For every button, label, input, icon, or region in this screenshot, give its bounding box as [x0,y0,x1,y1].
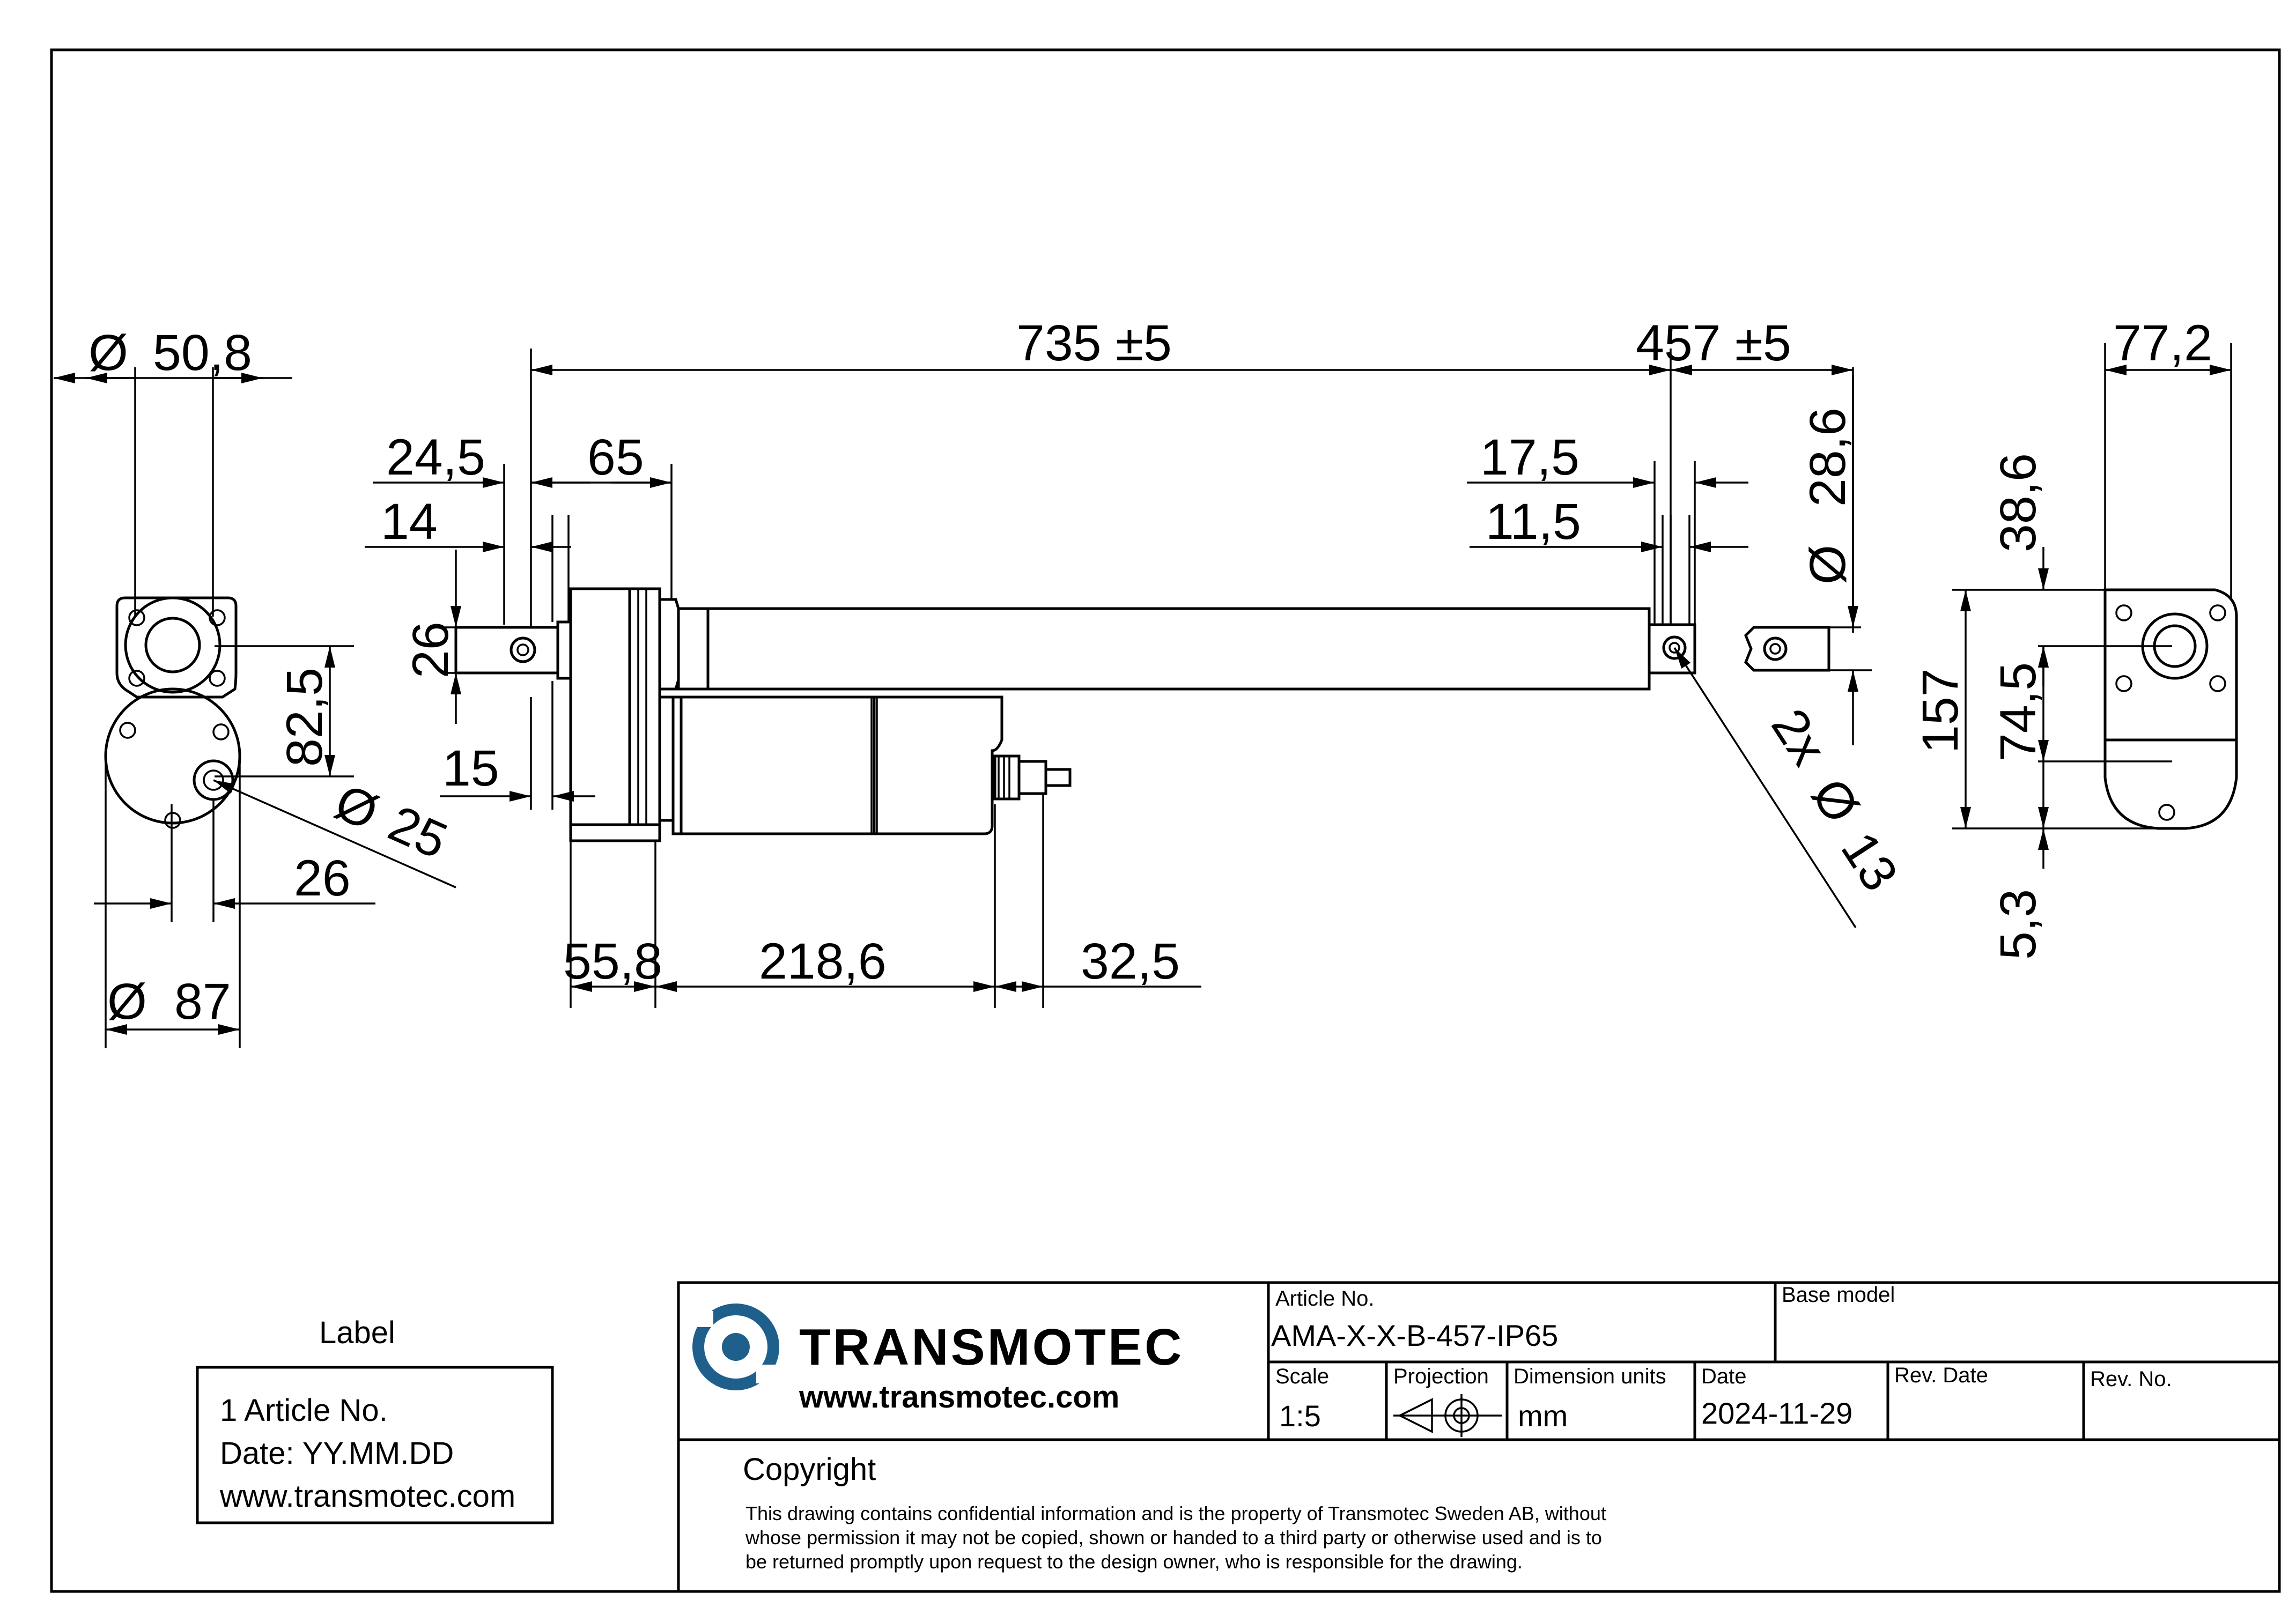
dim-2x: 2x [1760,699,1837,775]
brand-website: www.transmotec.com [799,1380,1120,1414]
rev-date-label: Rev. Date [1894,1364,1988,1387]
dim-65: 65 [587,429,644,486]
copyright-line-3: be returned promptly upon request to the design owner, who is responsible for the drawing. [745,1551,1523,1573]
units-value: mm [1518,1399,1568,1433]
brand-name: TRANSMOTEC [799,1319,1184,1376]
motor-body [673,697,874,834]
dim-28-6: 28,6 [1799,408,1856,507]
dim-38-6: 38,6 [1990,453,2047,552]
dim-14: 14 [381,493,438,550]
title-block [678,1283,2279,1591]
transmotec-logo [692,1309,778,1384]
dim-13: 13 [1830,822,1909,901]
dim-82-5: 82,5 [276,668,333,767]
dim-218-6: 218,6 [759,933,887,990]
projection-label: Projection [1393,1365,1489,1388]
dim-55-8: 55,8 [563,933,662,990]
dim-diameter-symbol: Ø [88,324,128,381]
article-value: AMA-X-X-B-457-IP65 [1271,1319,1559,1352]
base-model-label: Base model [1782,1283,1895,1307]
dim-50-8: 50,8 [153,324,252,381]
label-line-1: 1 Article No. [220,1393,388,1428]
date-label: Date [1701,1365,1747,1388]
dim-15: 15 [442,740,499,797]
label-heading: Label [319,1315,395,1350]
dim-25-diameter-symbol: Ø [327,773,387,842]
dim-87: 87 [174,973,231,1030]
dim-74-5: 74,5 [1990,662,2047,761]
rev-no-label: Rev. No. [2090,1367,2172,1391]
article-label: Article No. [1275,1287,1375,1310]
projection-symbol-icon [1393,1394,1502,1437]
dim-11-5: 11,5 [1486,493,1581,550]
actuator-outer-tube [708,609,1649,689]
dim-5-3: 5,3 [1990,888,2047,960]
dim-32-5: 32,5 [1081,933,1180,990]
label-box [197,1315,552,1523]
dim-28-6-diameter-symbol: Ø [1799,545,1856,584]
label-line-3: www.transmotec.com [220,1479,516,1514]
dim-157: 157 [1912,668,1969,753]
units-label: Dimension units [1514,1365,1666,1388]
dim-24-5: 24,5 [386,429,485,486]
dim-457: 457 ±5 [1636,315,1791,372]
copyright-line-2: whose permission it may not be copied, shown or handed to a third party or otherwise used and is to [745,1527,1602,1549]
scale-value: 1:5 [1279,1399,1321,1433]
dim-87-diameter-symbol: Ø [107,973,147,1030]
right-side-view [1912,315,2236,960]
label-line-2: Date: YY.MM.DD [220,1436,454,1471]
scale-label: Scale [1275,1365,1330,1388]
dim-25: 25 [380,795,456,870]
dim-26-side: 26 [294,850,351,907]
dim-26-rod: 26 [402,621,459,678]
front-view [365,315,1909,1008]
date-value: 2024-11-29 [1701,1396,1853,1430]
dim-13-diameter-symbol: Ø [1800,768,1870,833]
copyright-line-1: This drawing contains confidential information and is the property of Transmotec Sweden AB, without [745,1502,1606,1524]
dim-77-2: 77,2 [2113,315,2212,372]
dim-735: 735 ±5 [1016,315,1172,372]
copyright-title: Copyright [743,1452,876,1487]
dim-17-5: 17,5 [1480,429,1579,486]
